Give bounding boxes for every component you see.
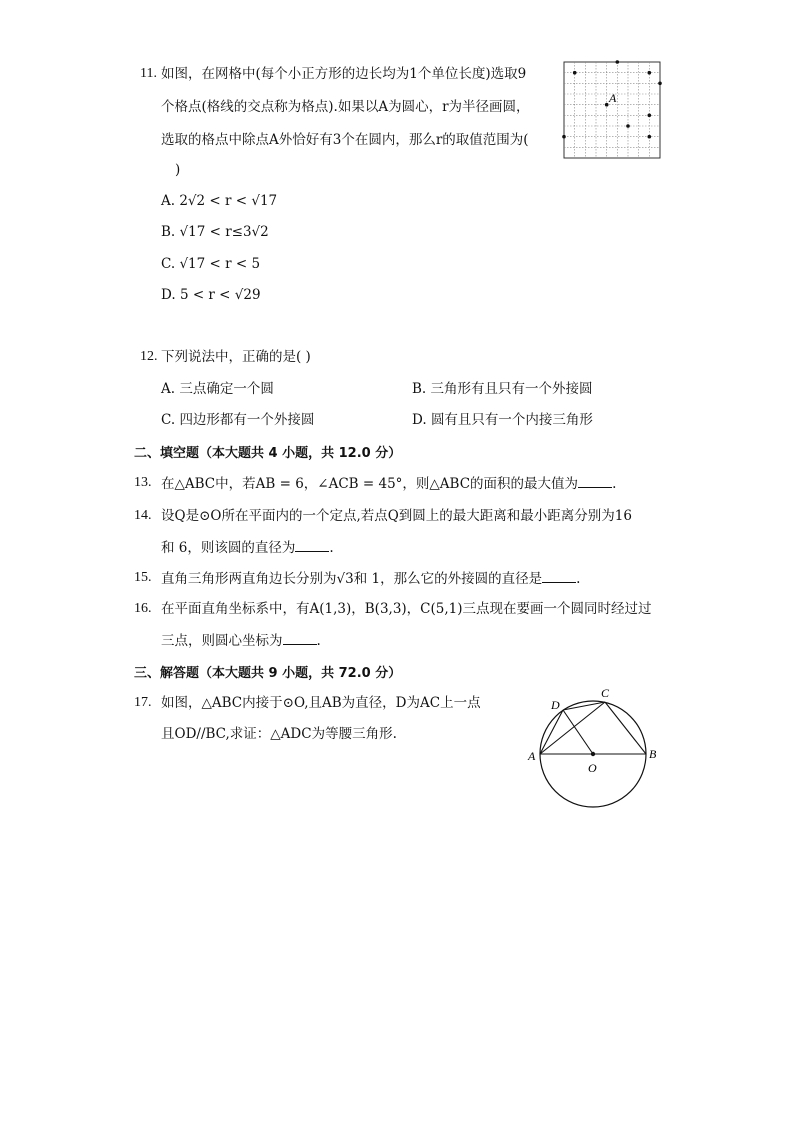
- q14-line-1: 设Q是⊙O所在平面内的一个定点,若点Q到圆上的最大距离和最小距离分别为16: [161, 508, 632, 524]
- q17-line-2: 且OD//BC,求证：△ADC为等腰三角形.: [161, 726, 397, 742]
- section-answer-heading: 三、解答题（本大题共 9 小题，共 72.0 分）: [134, 666, 402, 681]
- point-a-label: A: [609, 91, 617, 105]
- q11-option-a: [161, 191, 277, 211]
- q12-option-a: [161, 379, 274, 399]
- q14-text-main: 和 6，则该圆的直径为: [161, 540, 296, 556]
- q11-option-d: [161, 285, 261, 305]
- q13-period: .: [612, 476, 617, 492]
- q16-number: 16.: [134, 601, 152, 616]
- q14-number: 14.: [134, 508, 152, 523]
- center-o-dot: [591, 752, 595, 756]
- label-o: O: [588, 761, 597, 775]
- q16-line-2: [161, 630, 321, 651]
- q12-option-b: [412, 379, 593, 399]
- option-text: 三角形有且只有一个外接圆: [430, 381, 593, 397]
- grid-border: [564, 62, 660, 158]
- q12-number: 12.: [140, 349, 158, 364]
- answer-blank: [578, 473, 612, 488]
- q17-number: 17.: [134, 695, 152, 710]
- q16-line-1: 在平面直角坐标系中，有A(1,3)，B(3,3)，C(5,1)三点现在要画一个圆同时经过过: [161, 601, 652, 617]
- q12-option-d: [412, 410, 593, 430]
- q17-circle-figure: [522, 682, 672, 812]
- option-label: C.: [161, 256, 176, 272]
- option-text: 圆有且只有一个内接三角形: [430, 412, 593, 428]
- option-text: 5 < r < √29: [179, 287, 261, 303]
- label-d: D: [551, 698, 560, 712]
- q15-text-main: 直角三角形两直角边长分别为√3和 1，那么它的外接圆的直径是: [161, 571, 543, 587]
- q11-option-b: [161, 222, 269, 242]
- q15-period: .: [576, 571, 581, 587]
- option-text: 三点确定一个圆: [179, 381, 274, 397]
- option-label: A.: [161, 193, 176, 209]
- q14-line-2: [161, 537, 334, 558]
- answer-blank: [283, 630, 317, 645]
- q12-stem: 下列说法中，正确的是( ): [161, 349, 311, 365]
- answer-blank: [542, 568, 576, 583]
- option-label: B.: [161, 224, 176, 240]
- q16-period: .: [316, 633, 321, 649]
- q11-line-4: ): [175, 162, 181, 178]
- q11-line-2: 个格点(格线的交点称为格点).如果以A为圆心，r为半径画圆，: [161, 99, 530, 115]
- q11-line-3: 选取的格点中除点A外恰好有3个在圆内，那么r的取值范围为(: [161, 132, 529, 148]
- q17-line-1: 如图，△ABC内接于⊙O,且AB为直径，D为AC上一点: [161, 695, 481, 711]
- answer-blank: [295, 537, 329, 552]
- grid-lines: [564, 62, 660, 158]
- option-label: A.: [161, 381, 176, 397]
- q11-grid-figure: [562, 60, 662, 160]
- segment-ac: [540, 702, 605, 754]
- section-fill-in-heading: 二、填空题（本大题共 4 小题，共 12.0 分）: [134, 446, 402, 461]
- option-text: 四边形都有一个外接圆: [179, 412, 315, 428]
- q11-line-1: 如图，在网格中(每个小正方形的边长均为1个单位长度)选取9: [161, 66, 527, 82]
- option-text: 2√2 < r < √17: [179, 193, 278, 209]
- q14-period: .: [329, 540, 334, 556]
- q15-text: [161, 568, 580, 589]
- segment-ad: [540, 710, 563, 754]
- option-label: D.: [161, 287, 176, 303]
- label-a: A: [528, 749, 536, 763]
- label-c: C: [601, 686, 610, 700]
- option-label: D.: [412, 412, 427, 428]
- q15-number: 15.: [134, 570, 152, 585]
- option-text: √17 < r < 5: [179, 256, 261, 272]
- q13-text-main: 在△ABC中，若AB = 6，∠ACB = 45°，则△ABC的面积的最大值为: [161, 476, 579, 492]
- q12-option-c: [161, 410, 314, 430]
- option-text: √17 < r≤3√2: [179, 224, 269, 240]
- q13-text: [161, 473, 616, 494]
- label-b: B: [649, 747, 657, 761]
- q11-option-c: [161, 254, 260, 274]
- q16-text-main: 三点，则圆心坐标为: [161, 633, 283, 649]
- q11-number: 11.: [140, 66, 157, 81]
- option-label: C.: [161, 412, 176, 428]
- option-label: B.: [412, 381, 427, 397]
- q13-number: 13.: [134, 475, 152, 490]
